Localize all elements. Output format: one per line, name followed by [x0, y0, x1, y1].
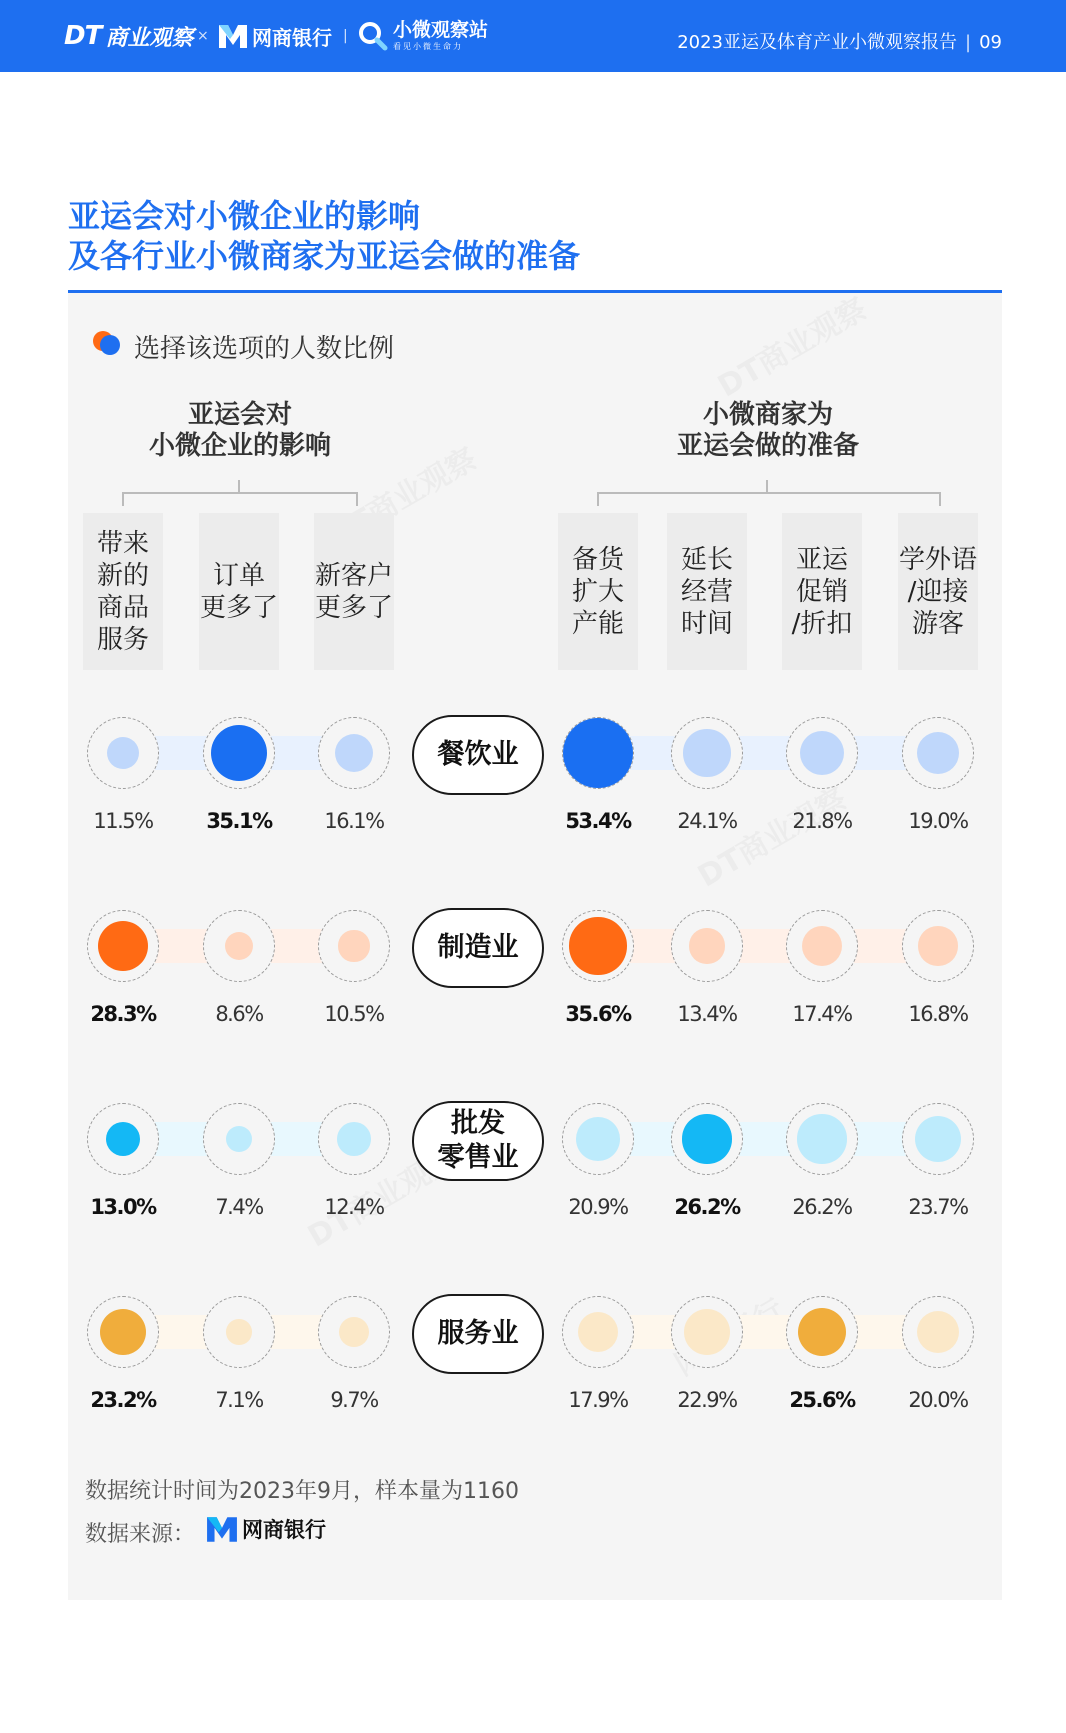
data-bubble — [802, 926, 842, 966]
data-note: 数据统计时间为2023年9月，样本量为1160 — [85, 1479, 519, 1504]
value-label: 16.1% — [324, 809, 384, 833]
value-label: 26.2% — [674, 1195, 740, 1219]
value-label: 21.8% — [792, 809, 852, 833]
value-label: 13.0% — [90, 1195, 156, 1219]
value-label: 28.3% — [90, 1002, 156, 1026]
data-bubble — [226, 1126, 252, 1152]
row-connector-band — [598, 736, 938, 770]
value-label: 17.4% — [792, 1002, 852, 1026]
row-connector-band — [598, 1122, 938, 1156]
left-group-title: 亚运会对 小微企业的影响 — [148, 400, 331, 461]
mybank-brand-name: 网商银行 — [252, 25, 332, 50]
value-label: 9.7% — [330, 1388, 378, 1412]
value-label: 20.9% — [568, 1195, 628, 1219]
header-bar — [0, 0, 1066, 72]
row-connector-band — [598, 929, 938, 963]
report-title-text: 2023亚运及体育产业小微观察报告 — [677, 32, 958, 53]
value-label: 23.7% — [908, 1195, 968, 1219]
data-bubble — [100, 1309, 146, 1355]
page-title-line-1: 亚运会对小微企业的影响 — [68, 197, 421, 235]
value-label: 26.2% — [792, 1195, 852, 1219]
value-label: 10.5% — [324, 1002, 384, 1026]
value-label: 22.9% — [677, 1388, 737, 1412]
data-bubble — [684, 1309, 730, 1355]
row-label-catering: 餐饮业 — [412, 715, 544, 795]
station-brand-name: 小微观察站 — [393, 19, 489, 41]
value-label: 13.4% — [677, 1002, 737, 1026]
value-label: 23.2% — [90, 1388, 156, 1412]
data-bubble — [918, 926, 957, 965]
value-label: 53.4% — [565, 809, 631, 833]
source-brand-logo[interactable] — [206, 1513, 326, 1545]
row-label-services: 服务业 — [412, 1294, 544, 1374]
data-bubble — [682, 1114, 731, 1163]
value-label: 24.1% — [677, 809, 737, 833]
source-label: 数据来源： — [85, 1522, 196, 1547]
value-label: 35.6% — [565, 1002, 631, 1026]
page-number: 09 — [979, 32, 1002, 53]
data-bubble — [798, 1308, 846, 1356]
row-label-wholesale-retail: 批发 零售业 — [412, 1101, 544, 1181]
data-bubble — [683, 729, 730, 776]
right-bracket-tick — [766, 480, 768, 492]
mybank-m-icon — [218, 23, 248, 49]
station-brand-logo[interactable] — [358, 18, 488, 54]
value-label: 16.8% — [908, 1002, 968, 1026]
data-bubble — [339, 1317, 369, 1347]
data-bubble — [576, 1117, 620, 1161]
mybank-brand-logo[interactable] — [218, 18, 332, 54]
watermark — [688, 775, 853, 896]
column-header-extend-hours: 延长 经营 时间 — [667, 513, 747, 670]
left-bracket-tick — [238, 480, 240, 492]
dt-brand-name: 商业观察 — [105, 25, 194, 51]
value-label: 19.0% — [908, 809, 968, 833]
column-header-foreign-language: 学外语 /迎接 游客 — [898, 513, 978, 670]
row-connector-band — [598, 1315, 938, 1349]
right-group-title: 小微商家为 亚运会做的准备 — [676, 400, 859, 461]
column-header-new-products: 带来 新的 商品 服务 — [83, 513, 163, 670]
data-bubble — [225, 932, 253, 960]
watermark — [708, 285, 873, 406]
value-label: 12.4% — [324, 1195, 384, 1219]
value-label: 8.6% — [215, 1002, 263, 1026]
legend-label: 选择该选项的人数比例 — [134, 334, 395, 364]
source-brand-name: 网商银行 — [242, 1518, 326, 1542]
column-header-more-orders: 订单 更多了 — [199, 513, 279, 670]
data-bubble — [797, 1114, 846, 1163]
data-bubble — [337, 1122, 371, 1156]
brand-divider: | — [343, 28, 348, 44]
legend-dot-icon — [92, 328, 122, 358]
data-bubble — [689, 928, 724, 963]
dt-logo-text: DT — [64, 21, 102, 51]
data-bubble — [338, 930, 369, 961]
report-title: 2023亚运及体育产业小微观察报告 | 09 — [677, 32, 1002, 53]
data-bubble — [226, 1319, 252, 1345]
right-group-bracket — [597, 492, 941, 506]
dt-brand-logo[interactable] — [64, 18, 193, 54]
value-label: 17.9% — [568, 1388, 628, 1412]
column-header-promotions: 亚运 促销 /折扣 — [782, 513, 862, 670]
data-bubble — [569, 917, 626, 974]
column-header-expand-stock: 备货 扩大 产能 — [558, 513, 638, 670]
column-header-more-customers: 新客户 更多了 — [314, 513, 394, 670]
page-title-line-2: 及各行业小微商家为亚运会做的准备 — [68, 237, 581, 275]
row-label-manufacturing: 制造业 — [412, 908, 544, 988]
value-label: 20.0% — [908, 1388, 968, 1412]
data-bubble — [563, 718, 633, 788]
mybank-m-icon — [206, 1515, 238, 1543]
magnifier-icon — [358, 21, 388, 51]
value-label: 7.1% — [215, 1388, 263, 1412]
brand-separator: × — [197, 28, 209, 44]
left-group-bracket — [122, 492, 358, 506]
value-label: 11.5% — [93, 809, 153, 833]
value-label: 7.4% — [215, 1195, 263, 1219]
station-slogan: 看见小微生命力 — [393, 42, 463, 51]
data-bubble — [917, 732, 959, 774]
value-label: 25.6% — [789, 1388, 855, 1412]
page-title — [68, 196, 1008, 276]
value-label: 35.1% — [206, 809, 272, 833]
